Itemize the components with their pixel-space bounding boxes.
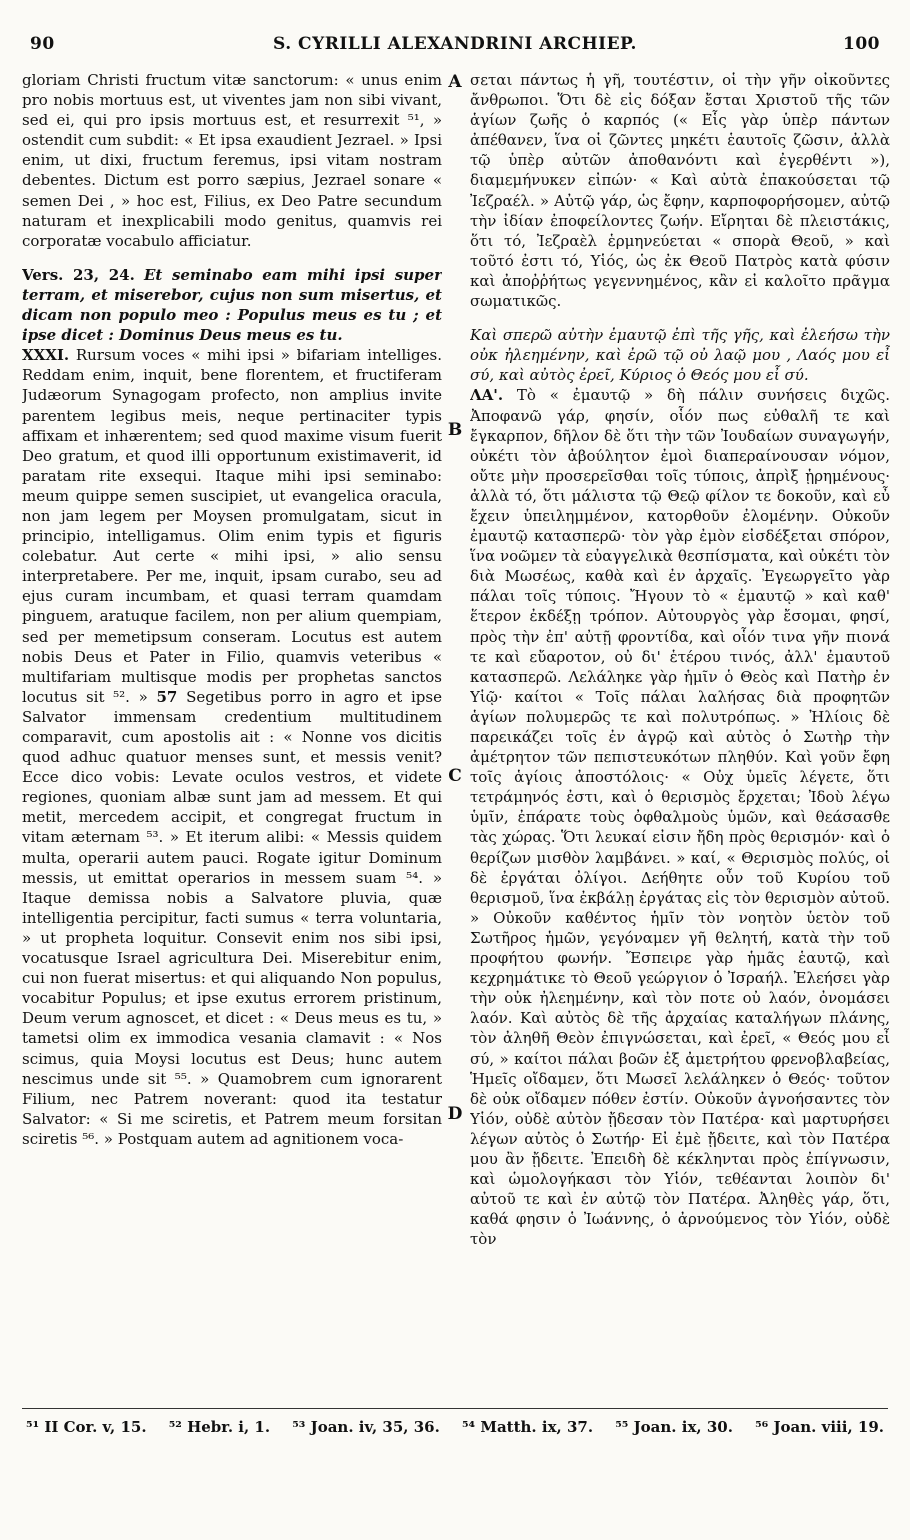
footnote: ⁵³ Joan. iv, 35, 36. bbox=[292, 1418, 440, 1436]
greek-paragraph-1: σεται πάντως ἡ γῆ, τουτέστιν, οἱ τὴν γῆν οἰκοῦντες ἄνθρωποι. Ὅτι δὲ εἰς δόξαν ἔσται Χριστοῦ τῆς τῶν ἁγίων ζωῆς ὁ καρπός (« Εἷς γὰρ ὑπὲρ πάντων ἀπέθανεν, ἵνα οἱ ζῶντες μηκέτι ἑαυτοῖς ζῶσιν, ἀλλὰ τῷ ὑπὲρ αὐτῶν ἀποθανόντι καὶ ἐγερθέντι »), διαμεμήνυκεν εἰπών· « Καὶ αὐτὰ ἐπακούσεται τῷ Ἰεζραέλ. » Αὐτῷ γάρ, ὡς ἔφην, καρποφορήσομεν, αὐτῷ τὴν ἰδίαν ἐποφείλοντες ζωήν. Εἴρηται δὲ πλειστάκις, ὅτι τό, Ἰεζραὲλ ἑρμηνεύεται « σπορὰ Θεοῦ, » καὶ τοῦτό ἐστι τό, Υἱός, ὡς ἐκ Θεοῦ Πατρὸς κατὰ φύσιν καὶ ἀποῤῥήτως γεγεννημένος, κἂν εἰ καλοῖτο πρᾶγμα σωματικῶς. bbox=[470, 71, 890, 311]
latin-paragraph-1: gloriam Christi fructum vitæ sanctorum: « unus enim pro nobis mortuus est, ut viventes jam non sibi vivant, sed ei, qui pro ipsis mortuus est, et resurrexit ⁵¹, » ostendit cum subdit: « Et ipsa exaudient Jezrael. » Ipsi enim, ut dixi, fructum feremus, ipsi vitam nostram debentes. Dictum est porro sæpius, Jezrael sonare « semen Dei , » hoc est, Filius, ex Deo Patre secundum naturam et inexplicabili modo genitus, quamvis rei corporatæ vocabulo afficiatur. bbox=[22, 71, 442, 250]
margin-marker-c: C bbox=[448, 766, 462, 786]
margin-marker-d: D bbox=[447, 1104, 463, 1124]
page-number-right: 100 bbox=[843, 34, 880, 54]
page-number-left: 90 bbox=[30, 34, 55, 54]
footnote: ⁵¹ II Cor. v, 15. bbox=[26, 1418, 147, 1436]
verse-text-latin: Et seminabo eam mihi ipsi super terram, et miserebor, cujus non sum misertus, et dicam non populo meo : Populus meus es tu ; et ipse dicet : Dominus Deus meus es tu. bbox=[22, 265, 442, 345]
greek-paragraph-2 bbox=[470, 385, 890, 1249]
verse-heading-latin bbox=[22, 265, 442, 345]
greek-column bbox=[470, 70, 890, 1400]
running-title: S. CYRILLI ALEXANDRINI ARCHIEP. bbox=[273, 34, 637, 54]
verse-text-greek: Καὶ σπερῶ αὐτὴν ἐμαυτῷ ἐπὶ τῆς γῆς, καὶ ἐλεήσω τὴν οὐκ ἠλεημένην, καὶ ἐρῶ τῷ οὐ λαῷ μου , Λαός μου εἶ σύ, καὶ αὐτὸς ἐρεῖ, Κύριος ὁ Θεός μου εἶ σύ. bbox=[470, 326, 890, 385]
footnote: ⁵⁶ Joan. viii, 19. bbox=[755, 1418, 884, 1436]
column-number: 57 bbox=[156, 687, 178, 706]
latin-paragraph-2-cont: Segetibus porro in agro et ipse Salvator immensam credentium multitudinem comparavit, cum apostolis ait : « Nonne vos dicitis quod adhuc quatuor menses sunt, et messis venit? Ecce dico vobis: Levate oculos vestros, et videte regiones, quoniam albæ sunt jam ad messem. Et qui metit, mercedem accipit, et congregat fructum in vitam æternam ⁵³. » Et iterum alibi: « Messis quidem multa, operarii autem pauci. Rogate igitur Dominum messis, ut emittat operarios in messem suam ⁵⁴. » Itaque demissa nobis a Salvatore pluvia, quæ intelligentia percipitur, facti sumus « terra voluntaria, » ut propheta loquitur. Consevit enim nos sibi ipsi, vocatusque Israel agricultura Dei. Miserebitur enim, cui non fuerat misertus: et qui aliquando Non populus, vocabitur Populus; et ipse exutus errorem pristinum, Deum verum agnoscet, et dicet : « Deus meus es tu, » tametsi olim ex immodica vesania clamavit : « Nos scimus, quia Moysi locutus est Deus; hunc autem nescimus unde sit ⁵⁵. » Quamobrem cum ignorarent Filium, nec Patrem noverant: quod ita testatur Salvator: « Si me sciretis, et Patrem meum forsitan sciretis ⁵⁶. » Postquam autem ad agnitionem voca- bbox=[22, 687, 442, 1148]
footnote: ⁵⁵ Joan. ix, 30. bbox=[615, 1418, 733, 1436]
footnote: ⁵⁴ Matth. ix, 37. bbox=[461, 1418, 594, 1436]
footnotes bbox=[26, 1418, 884, 1436]
footnote: ⁵² Hebr. i, 1. bbox=[168, 1418, 271, 1436]
margin-marker-a: A bbox=[448, 72, 462, 92]
page-header bbox=[30, 34, 880, 60]
latin-paragraph-2-text: Rursum voces « mihi ipsi » bifariam intelliges. Reddam enim, inquit, bene florentem, et fructiferam Judæorum Synagogam profecto, non amplius invite parentem legibus meis, neque pertinaciter typis affixam et inhærentem; sed quod maxime visum fuerit Deo gratum, et quod illi opportunum existimaverit, id paratam rite exsequi. Itaque mihi ipsi seminabo: meum quippe semen suscipiet, ut evangelica oracula, non jam legem per Moysen promulgatam, sicut in principio, intelligamus. Olim enim typis et figuris colebatur. Aut certe « mihi ipsi, » alio sensu interpretabere. Per me, inquit, ipsam curabo, seu ad ejus curam incumbam, et quasi terram quamdam pinguem, aratuque facilem, non per alium quempiam, sed per memetipsum conseram. Locutus est autem nobis Deus et Pater in Filio, quamvis veteribus « multifariam multisque modis per prophetas sanctos locutus sit ⁵². » bbox=[22, 346, 442, 706]
margin-marker-b: B bbox=[447, 420, 463, 440]
latin-paragraph-2 bbox=[22, 345, 442, 1149]
latin-column bbox=[22, 70, 442, 1400]
section-number-greek: ΛΑ'. bbox=[470, 386, 504, 405]
verse-label: Vers. 23, 24. bbox=[22, 265, 135, 284]
footnote-rule bbox=[22, 1408, 888, 1409]
greek-paragraph-2-text: Τὸ « ἐμαυτῷ » δὴ πάλιν συνήσεις διχῶς. Ἀποφανῶ γάρ, φησίν, οἷόν πως εὐθαλῆ τε καὶ ἔγκαρπον, δῆλον δὲ ὅτι τὴν τῶν Ἰουδαίων συναγωγήν, οὐκέτι τὸν ἀβούλητον ἐμοὶ διαπεραίνουσαν νόμον, οὔτε μὴν προσερεῖσθαι τοῖς τύποις, ἀπρὶξ ᾑρημένους· ἀλλὰ τό, ὅτι μάλιστα τῷ Θεῷ φίλον τε δοκοῦν, καὶ εὖ ἔχειν ὑπειλημμένον, κατορθοῦν ἐλομένην. Οὐκοῦν ἐμαυτῷ κατασπερῶ· τὸν γὰρ ἐμὸν εἰσδέξεται σπόρον, ἵνα νοῶμεν τὰ εὐαγγελικὰ θεσπίσματα, καὶ οὐκέτι τὸν διὰ Μωσέως, καθὰ καὶ ἐν ἀρχαῖς. Ἐγεωργεῖτο γὰρ πάλαι τοῖς τύποις. Ἤγουν τὸ « ἐμαυτῷ » καὶ καθ' ἕτερον ἐκδέξῃ τρόπον. Αὐτουργὸς γὰρ ἔσομαι, φησί, πρὸς τὴν ἐπ' αὐτῇ φροντίδα, καὶ οἷόν τινα γῆν πιονά τε καὶ εὔαροτον, οὐ δι' ἑτέρου τινός, ἀλλ' ἐμαυτοῦ κατασπερῶ. Λελάληκε γὰρ ἡμῖν ὁ Θεὸς καὶ Πατὴρ ἐν Υἱῷ· καίτοι « Τοῖς πάλαι λαλήσας διὰ προφητῶν ἁγίων πολυμερῶς τε καὶ πολυτρόπως. » Ἠλίοις δὲ παρεικάζει τοῖς ἐν ἀγρῷ καὶ αὐτὸς ὁ Σωτὴρ τὴν ἀμέτρητον τῶν πεπιστευκότων πληθύν. Καὶ γοῦν ἔφη τοῖς ἁγίοις ἀποστόλοις· « Οὐχ ὑμεῖς λέγετε, ὅτι τετράμηνός ἐστι, καὶ ὁ θερισμὸς ἔρχεται; Ἰδοὺ λέγω ὑμῖν, ἐπάρατε τοὺς ὀφθαλμοὺς ὑμῶν, καὶ θεάσασθε τὰς χώρας. Ὅτι λευκαί εἰσιν ἤδη πρὸς θερισμόν· καὶ ὁ θερίζων μισθὸν λαμβάνει. » καί, « Θερισμὸς πολύς, οἱ δὲ ἐργάται ὀλίγοι. Δεήθητε οὖν τοῦ Κυρίου τοῦ θερισμοῦ, ἵνα ἐκβάλῃ ἐργάτας εἰς τὸν θερισμὸν αὐτοῦ. » Οὐκοῦν καθέντος ἡμῖν τὸν νοητὸν ὑετὸν τοῦ Σωτῆρος ἡμῶν, γεγόναμεν γῆ θελητή, κατὰ τὴν τοῦ προφήτου φωνήν. Ἔσπειρε γὰρ ἡμᾶς ἑαυτῷ, καὶ κεχρημάτικε τὸ Θεοῦ γεώργιον ὁ Ἰσραήλ. Ἐλεήσει γὰρ τὴν οὐκ ἠλεημένην, καὶ τὸν ποτε οὐ λαόν, ὀνομάσει λαόν. Καὶ αὐτὸς δὲ τῆς ἀρχαίας καταλήγων πλάνης, τὸν ἀληθῆ Θεὸν ἐπιγνώσεται, καὶ ἐρεῖ, « Θεός μου εἶ σύ, » καίτοι πάλαι βοῶν ἐξ ἀμετρήτου φρενοβλαβείας, Ἡμεῖς οἴδαμεν, ὅτι Μωσεῖ λελάληκεν ὁ Θεός· τοῦτον δὲ οὐκ οἴδαμεν πόθεν ἐστίν. Οὐκοῦν ἀγνοήσαντες τὸν Υἱόν, οὐδὲ αὐτὸν ᾔδεσαν τὸν Πατέρα· καὶ μαρτυρήσει λέγων αὐτὸς ὁ Σωτήρ· Εἰ ἐμὲ ᾔδειτε, καὶ τὸν Πατέρα μου ἂν ᾔδειτε. Ἐπειδὴ δὲ κέκληνται πρὸς ἐπίγνωσιν, καὶ ὡμολογήκασι τὸν Υἱόν, τεθέανται λοιπὸν δι' αὐτοῦ τε καὶ ἐν αὐτῷ τὸν Πατέρα. Ἀληθὲς γάρ, ὅτι, καθά φησιν ὁ Ἰωάννης, ὁ ἀρνούμενος τὸν Υἱόν, οὐδὲ τὸν bbox=[470, 386, 890, 1249]
section-number-latin: XXXI. bbox=[22, 346, 70, 365]
